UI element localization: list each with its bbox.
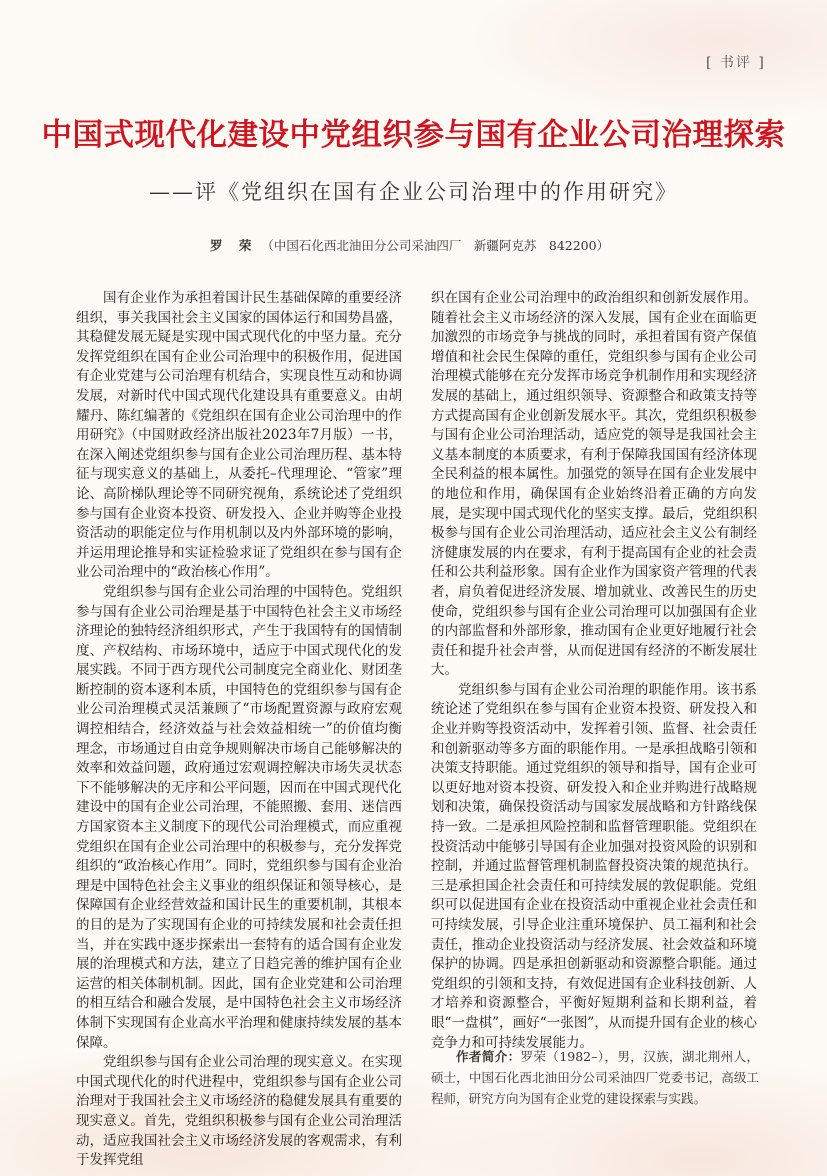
author-bio-label: 作者简介： xyxy=(456,1049,521,1064)
left-column xyxy=(76,289,402,1171)
author-affiliation: （中国石化西北油田分公司采油四厂 新疆阿克苏 842200） xyxy=(261,238,610,253)
article-subtitle: ——评《党组织在国有企业公司治理中的作用研究》 xyxy=(149,180,678,204)
paragraph-intro: 国有企业作为承担着国计民生基础保障的重要经济组织，事关我国社会主义国家的国体运行和国势昌盛，其稳健发展无疑是实现中国式现代化的中坚力量。充分发挥党组织在国有企业公司治理中的积极作用，促进国有企业党建与公司治理有机结合，实现良性互动和协调发展，对新时代中国式现代化建设具有重要意义。由胡耀丹、陈红编著的《党组织在国有企业公司治理中的作用研究》（中国财政经济出版社2023年7月版）一书，在深入阐述党组织参与国有企业公司治理历程、基本特征与现实意义的基础上，从委托–代理理论、“管家”理论、高阶梯队理论等不同研究视角，系统论述了党组织参与国有企业资本投资、研发投入、企业并购等企业投资活动的职能定位与作用机制以及内外部环境的影响，并运用理论推导和实证检验求证了党组织在参与国有企业公司治理中的“政治核心作用”。 xyxy=(76,290,402,581)
paragraph-functional-role: 党组织参与国有企业公司治理的职能作用。该书系统论述了党组织在参与国有企业资本投资、研发投入和企业并购等投资活动中，发挥着引领、监督、社会责任和创新驱动等多方面的职能作用。一是承担战略引领和决策支持职能。通过党组织的领导和指导，国有企业可以更好地对资本投资、研发投入和企业并购进行战略规划和决策，确保投资活动与国家发展战略和方针路线保持一致。二是承担风险控制和监督管理职能。党组织在投资活动中能够引导国有企业加强对投资风险的识别和控制，并通过监督管理机制监督投资决策的规范执行。三是承担国企社会责任和可持续发展的敦促职能。党组织可以促进国有企业在投资活动中重视企业社会责任和可持续发展，引导企业注重环境保护、员工福利和社会责任，推动企业投资活动与经济发展、社会效益和环境保护的协调。四是承担创新驱动和资源整合职能。通过党组织的引领和支持，有效促进国有企业科技创新、人才培养和资源整合，平衡好短期利益和长期利益，着眼“一盘棋”，画好“一张图”，从而提升国有企业的核心竞争力和可持续发展能力。 xyxy=(431,681,757,1051)
right-column xyxy=(431,289,757,1053)
article-title: 中国式现代化建设中党组织参与国有企业公司治理探索 xyxy=(41,118,786,153)
paragraph-chinese-characteristics: 党组织参与国有企业公司治理的中国特色。党组织参与国有企业公司治理是基于中国特色社会主义市场经济理论的独特经济组织形式，产生于我国特有的国情制度、产权结构、市场环境中，适应于中国式现代化的发展实践。不同于西方现代公司制度完全商业化、财团垄断控制的资本逐利本质，中国特色的党组织参与国有企业公司治理模式灵活兼顾了“市场配置资源与政府宏观调控相结合，经济效益与社会效益相统一”的价值均衡理念，市场通过自由竞争规则解决市场自己能够解决的效率和效益问题，政府通过宏观调控解决市场失灵状态下不能够解决的无序和公平问题，因而在中国式现代化建设中的国有企业公司治理，不能照搬、套用、迷信西方国家资本主义制度下的现代公司治理模式，而应重视党组织在国有企业公司治理中的积极参与，充分发挥党组织的“政治核心作用”。同时，党组织参与国有企业治理是中国特色社会主义事业的组织保证和领导核心，是保障国有企业经营效益和国计民生的重要机制，其根本的目的是为了实现国有企业的可持续发展和社会责任担当，并在实践中逐步探索出一套特有的适合国有企业发展的治理模式和方法，建立了日趋完善的维护国有企业运营的相关体制机制。因此，国有企业党建和公司治理的相互结合和融合发展，是中国特色社会主义市场经济体制下实现国有企业高水平治理和健康持续发展的基本保障。 xyxy=(76,583,402,1051)
author-name: 罗 荣 xyxy=(210,238,258,253)
section-tag: [ 书评 ] xyxy=(706,55,766,71)
paragraph-practical-significance-continued: 织在国有企业公司治理中的政治组织和创新发展作用。随着社会主义市场经济的深入发展，国有企业在面临更加激烈的市场竞争与挑战的同时，承担着国有资产保值增值和社会民生保障的重任，党组织参与国有企业公司治理模式能够在充分发挥市场竞争机制作用和实现经济发展的基础上，通过组织领导、资源整合和政策支持等方式提高国有企业创新发展水平。其次，党组织积极参与国有企业公司治理活动，适应党的领导是我国社会主义基本制度的本质要求，有利于保障我国国有经济体现全民利益的根本属性。加强党的领导在国有企业发展中的地位和作用，确保国有企业始终沿着正确的方向发展，是实现中国式现代化的坚实支撑。最后，党组织积极参与国有企业公司治理活动，适应社会主义公有制经济健康发展的内在要求，有利于提高国有企业的社会责任和公共利益形象。国有企业作为国家资产管理的代表者，肩负着促进经济发展、增加就业、改善民生的历史使命，党组织参与国有企业公司治理可以加强国有企业的内部监督和外部形象，推动国有企业更好地履行社会责任和提升社会声誉，从而促进国有经济的不断发展壮大。 xyxy=(431,290,757,679)
byline xyxy=(210,236,609,254)
paragraph-practical-significance: 党组织参与国有企业公司治理的现实意义。在实现中国式现代化的时代进程中，党组织参与国有企业公司治理对于我国社会主义市场经济的稳健发展具有重要的现实意义。首先，党组织积极参与国有企业公司治理活动，适应我国社会主义市场经济发展的客观需求，有利于发挥党组 xyxy=(76,1054,402,1169)
author-bio-text: 罗荣（1982–），男，汉族，湖北荆州人，硕士，中国石化西北油田分公司采油四厂党委书记，高级工程师，研究方向为国有企业党的建设探索与实践。 xyxy=(431,1049,759,1106)
author-bio xyxy=(431,1046,759,1109)
